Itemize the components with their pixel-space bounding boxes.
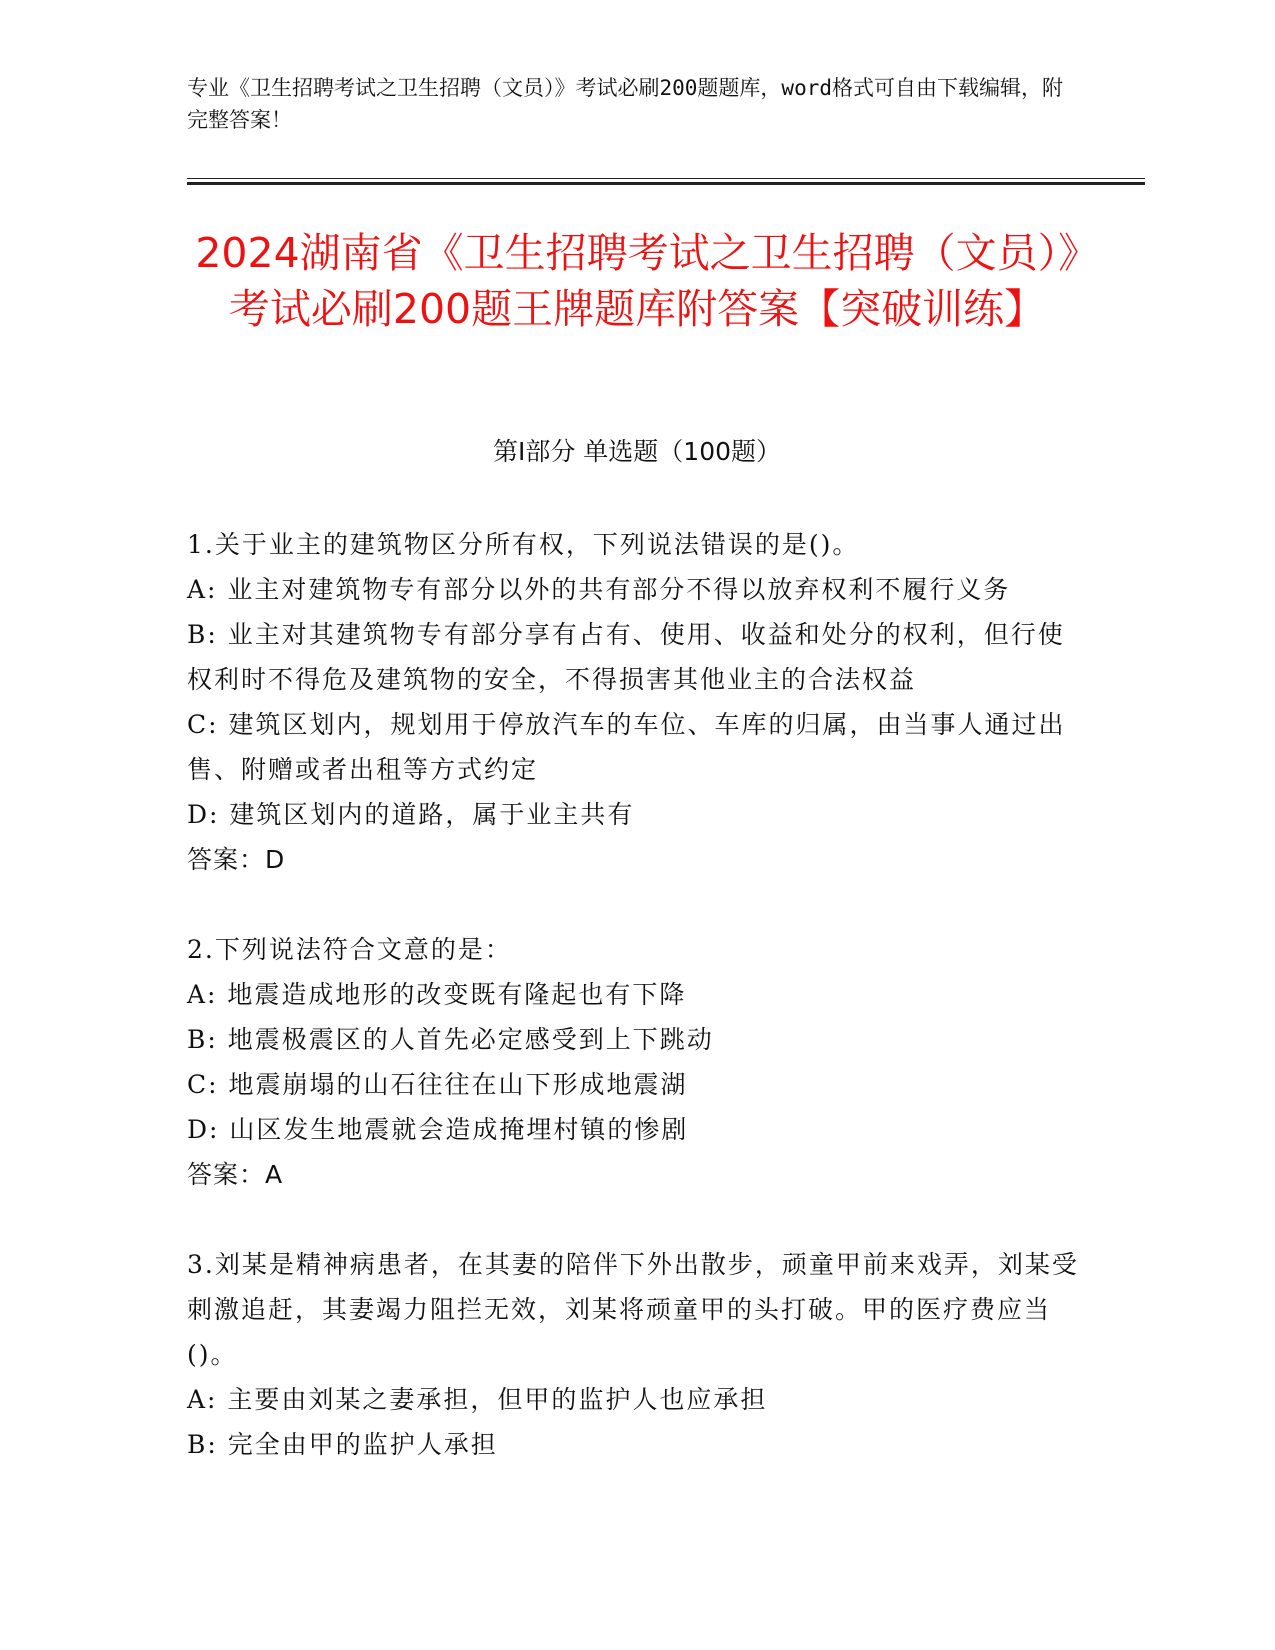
option-a: A: 主要由刘某之妻承担，但甲的监护人也应承担 xyxy=(187,1385,768,1414)
question-stem: 2.下列说法符合文意的是： xyxy=(187,935,512,964)
option-d: D: 山区发生地震就会造成掩埋村镇的惨剧 xyxy=(187,1115,689,1144)
section-title: 第I部分 单选题（100题） xyxy=(492,437,782,466)
option-c: C: 地震崩塌的山石往往在山下形成地震湖 xyxy=(187,1070,688,1099)
question-list xyxy=(187,522,1087,1512)
answer: 答案：D xyxy=(187,845,286,874)
option-b: B: 完全由甲的监护人承担 xyxy=(187,1430,498,1459)
option-d: D: 建筑区划内的道路，属于业主共有 xyxy=(187,800,635,829)
option-a: A: 业主对建筑物专有部分以外的共有部分不得以放弃权利不履行义务 xyxy=(187,575,1011,604)
question-1 xyxy=(187,522,1087,882)
header-divider-thin xyxy=(187,178,1145,179)
option-b: B: 地震极震区的人首先必定感受到上下跳动 xyxy=(187,1025,714,1054)
option-c: C: 建筑区划内，规划用于停放汽车的车位、车库的归属，由当事人通过出售、附赠或者出租等方式约定 xyxy=(187,710,1066,784)
document-title: 2024湖南省《卫生招聘考试之卫生招聘（文员）》考试必刷200题王牌题库附答案【突破训练】 xyxy=(195,229,1079,333)
option-a: A: 地震造成地形的改变既有隆起也有下降 xyxy=(187,980,687,1009)
question-3 xyxy=(187,1242,1087,1467)
question-stem: 3.刘某是精神病患者，在其妻的陪伴下外出散步，顽童甲前来戏弄，刘某受刺激追赶，其妻竭力阻拦无效，刘某将顽童甲的头打破。甲的医疗费应当()。 xyxy=(187,1250,1079,1369)
header-note: 专业《卫生招聘考试之卫生招聘（文员）》考试必刷200题题库，word格式可自由下载编辑，附完整答案！ xyxy=(187,76,1063,132)
question-stem: 1.关于业主的建筑物区分所有权，下列说法错误的是()。 xyxy=(187,530,860,559)
header-divider-thick xyxy=(187,182,1145,185)
answer: 答案：A xyxy=(187,1160,284,1189)
option-b: B: 业主对其建筑物专有部分享有占有、使用、收益和处分的权利，但行使权利时不得危及建筑物的安全，不得损害其他业主的合法权益 xyxy=(187,620,1065,694)
question-2 xyxy=(187,927,1087,1197)
